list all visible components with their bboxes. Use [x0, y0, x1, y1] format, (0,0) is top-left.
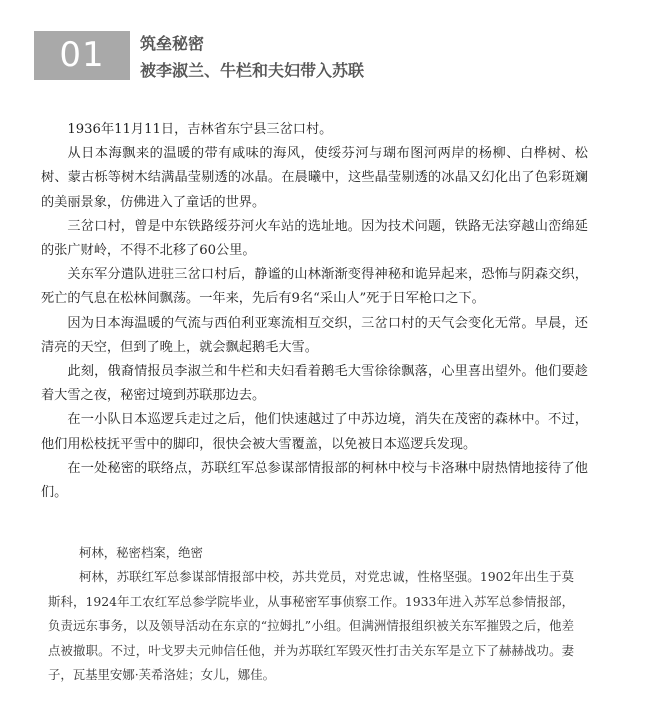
paragraph-5: 因为日本海温暖的气流与西伯利亚寒流相互交织，三岔口村的天气会变化无常。早晨，还清亮的天空，但到了晚上，就会飘起鹅毛大雪。	[41, 315, 588, 355]
paragraph-8: 在一处秘密的联络点，苏联红军总参谋部情报部的柯林中校与卡洛琳中尉热情地接待了他们。	[41, 460, 588, 501]
archive-heading: 柯林，秘密档案，绝密	[79, 545, 203, 560]
paragraph-7: 在一小队日本巡逻兵走过之后，他们快速越过了中苏边境，消失在茂密的森林中。不过，他们用松枝抚平雪中的脚印，很快会被大雪覆盖，以免被日本巡逻兵发现。	[41, 412, 588, 452]
chapter-number-box	[34, 31, 130, 80]
chapter-title	[140, 30, 364, 84]
chapter-number: 01	[59, 35, 105, 75]
paragraph-2: 从日本海飘来的温暖的带有咸味的海风，使绥芬河与瑚布图河两岸的杨柳、白桦树、松树、蒙古栎等树木结满晶莹剔透的冰晶。在晨曦中，这些晶莹剔透的冰晶又幻化出了色彩斑斓的美丽景象，仿佛进入了童话的世界。	[41, 146, 588, 210]
paragraph-3: 三岔口村，曾是中东铁路绥芬河火车站的选址地。因为技术问题，铁路无法穿越山峦绵延的张广财岭，不得不北移了60公里。	[41, 218, 588, 259]
paragraph-6: 此刻，俄裔情报员李淑兰和牛栏和夫妇看着鹅毛大雪徐徐飘落，心里喜出望外。他们要趁着大雪之夜，秘密过境到苏联那边去。	[41, 364, 588, 404]
secret-archive-block	[48, 541, 574, 687]
chapter-body	[41, 118, 588, 505]
archive-text: 柯林，苏联红军总参谋部情报部中校，苏共党员，对党忠诚，性格坚强。1902年出生于莫斯科，1924年工农红军总参学院毕业，从事秘密军事侦察工作。1933年进入苏军总参情报部，负责远东事务，以及领导活动在东京的“拉姆扎”小组。但满洲情报组织被关东军摧毁之后，他差点被撤职。不过，叶戈罗夫元帅信任他，并为苏联红军毁灭性打击关东军是立下了赫赫战功。妻子，瓦基里安娜·芙希洛娃；女儿，娜佳。	[48, 569, 574, 683]
chapter-title-line-2: 被李淑兰、牛栏和夫妇带入苏联	[140, 61, 365, 80]
paragraph-4: 关东军分遣队进驻三岔口村后，静谧的山林渐渐变得神秘和诡异起来，恐怖与阴森交织，死亡的气息在松林间飘荡。一年来，先后有9名“采山人”死于日军枪口之下。	[41, 267, 588, 307]
chapter-title-line-1: 筑垒秘密	[140, 34, 205, 53]
paragraph-1: 1936年11月11日，吉林省东宁县三岔口村。	[67, 122, 333, 137]
